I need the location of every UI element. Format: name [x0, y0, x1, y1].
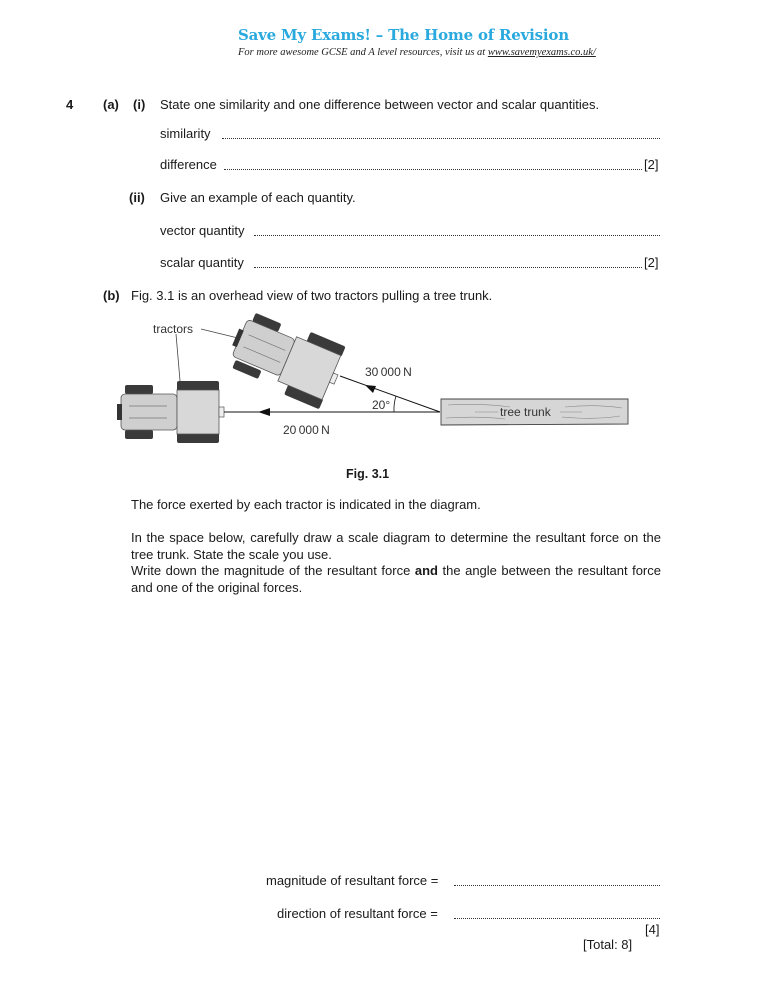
scalar-answer-line[interactable]: [254, 267, 642, 268]
drawing-space[interactable]: [131, 600, 661, 860]
vector-answer-line[interactable]: [254, 235, 660, 236]
tree-trunk-label: tree trunk: [500, 405, 551, 419]
sub-ii-label: (ii): [129, 190, 145, 205]
arrow-head-icon: [365, 385, 376, 393]
text-segment: Write down the magnitude of the resultant force: [131, 563, 415, 578]
direction-label: direction of resultant force =: [277, 906, 438, 921]
question-number: 4: [66, 97, 74, 112]
magnitude-answer-line[interactable]: [454, 885, 660, 886]
part-b-prompt: Fig. 3.1 is an overhead view of two tractors pulling a tree trunk.: [131, 288, 493, 303]
force-20000-label: 20 000 N: [283, 423, 330, 437]
force-30000-label: 30 000 N: [365, 365, 412, 379]
part-a-label: (a): [103, 97, 119, 112]
marks-a-ii: [2]: [644, 255, 659, 270]
similarity-answer-line[interactable]: [222, 138, 660, 139]
tractors-label: tractors: [153, 322, 194, 336]
instructions: [131, 530, 661, 596]
scalar-quantity-label: scalar quantity: [160, 255, 244, 270]
figure-caption: Fig. 3.1: [346, 467, 390, 481]
subtitle-text: For more awesome GCSE and A level resources, visit us at: [238, 47, 488, 58]
upper-tractor-icon: [222, 312, 349, 411]
total-marks: [Total: 8]: [583, 937, 633, 952]
force-explanation: [131, 497, 661, 514]
bold-and: and: [414, 563, 438, 578]
similarity-label: similarity: [160, 126, 211, 141]
text-write-magnitude: [131, 563, 661, 596]
sub-i-label: (i): [133, 97, 146, 112]
figure-tractors-diagram: [100, 312, 670, 462]
site-subtitle: [238, 47, 596, 58]
site-link[interactable]: www.savemyexams.co.uk/: [487, 47, 596, 58]
part-b-label: (b): [103, 288, 120, 303]
sub-i-prompt: State one similarity and one difference between vector and scalar quantities.: [160, 97, 600, 112]
lower-tractor-icon: [117, 381, 224, 443]
marks-a-i: [2]: [644, 157, 659, 172]
sub-ii-prompt: Give an example of each quantity.: [160, 190, 356, 205]
direction-answer-line[interactable]: [454, 918, 660, 919]
marks-b: [4]: [645, 922, 660, 937]
text-segment: the angle between the resultant force and one of the original forces.: [131, 563, 661, 595]
arrow-head-icon: [258, 408, 270, 416]
text-draw-scale-diagram: In the space below, carefully draw a scale diagram to determine the resultant force on the tree trunk. State the scale you use.: [131, 530, 661, 562]
text-force-exerted: The force exerted by each tractor is indicated in the diagram.: [131, 497, 481, 512]
difference-answer-line[interactable]: [224, 169, 642, 170]
difference-label: difference: [160, 157, 217, 172]
vector-quantity-label: vector quantity: [160, 223, 245, 238]
magnitude-label: magnitude of resultant force =: [266, 873, 439, 888]
angle-label: 20°: [372, 398, 391, 412]
site-title: Save My Exams! – The Home of Revision: [238, 26, 569, 44]
